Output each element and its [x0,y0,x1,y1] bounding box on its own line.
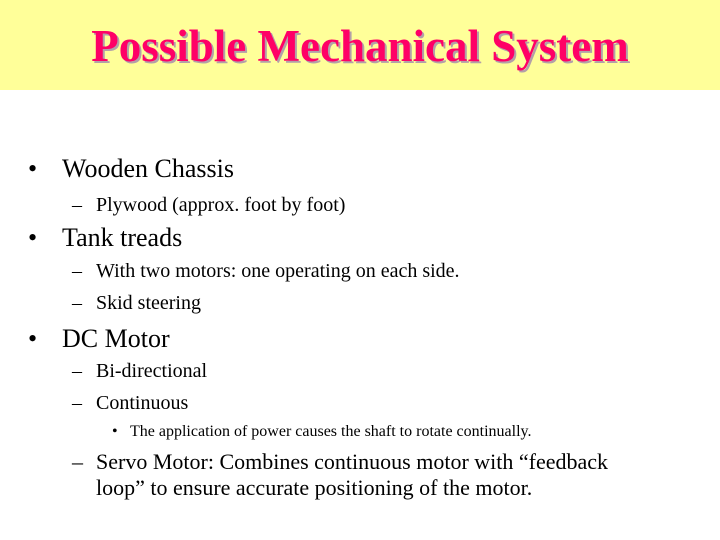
bullet-marker: • [28,324,38,353]
bullet-marker: • [28,154,38,183]
sub-bullet-servo-motor-line1: Servo Motor: Combines continuous motor with “feedback [96,449,609,474]
sub-bullet-servo-motor-line2: loop” to ensure accurate positioning of the motor. [96,475,533,500]
sub-bullet-plywood: Plywood (approx. foot by foot) [96,194,346,216]
dash-marker: – [72,260,82,282]
bullet-wooden-chassis: Wooden Chassis [62,154,234,183]
sub-sub-bullet-application-of-power: The application of power causes the shaft to rotate continually. [130,423,532,440]
sub-bullet-bi-directional: Bi-directional [96,360,208,382]
slide-title: Possible Mechanical System [91,21,629,71]
sub-bullet-skid-steering: Skid steering [96,292,201,314]
sub-bullet-continuous: Continuous [96,392,189,414]
sub-bullet-two-motors: With two motors: one operating on each side. [96,260,460,282]
dash-marker: – [72,292,82,314]
bullet-tank-treads: Tank treads [62,223,183,252]
dash-marker: – [72,194,82,216]
bullet-dc-motor: DC Motor [62,324,170,353]
dash-marker: – [72,449,83,474]
bullet-marker: • [28,223,38,252]
bullet-marker: • [112,423,118,440]
dash-marker: – [72,360,82,382]
dash-marker: – [72,392,82,414]
